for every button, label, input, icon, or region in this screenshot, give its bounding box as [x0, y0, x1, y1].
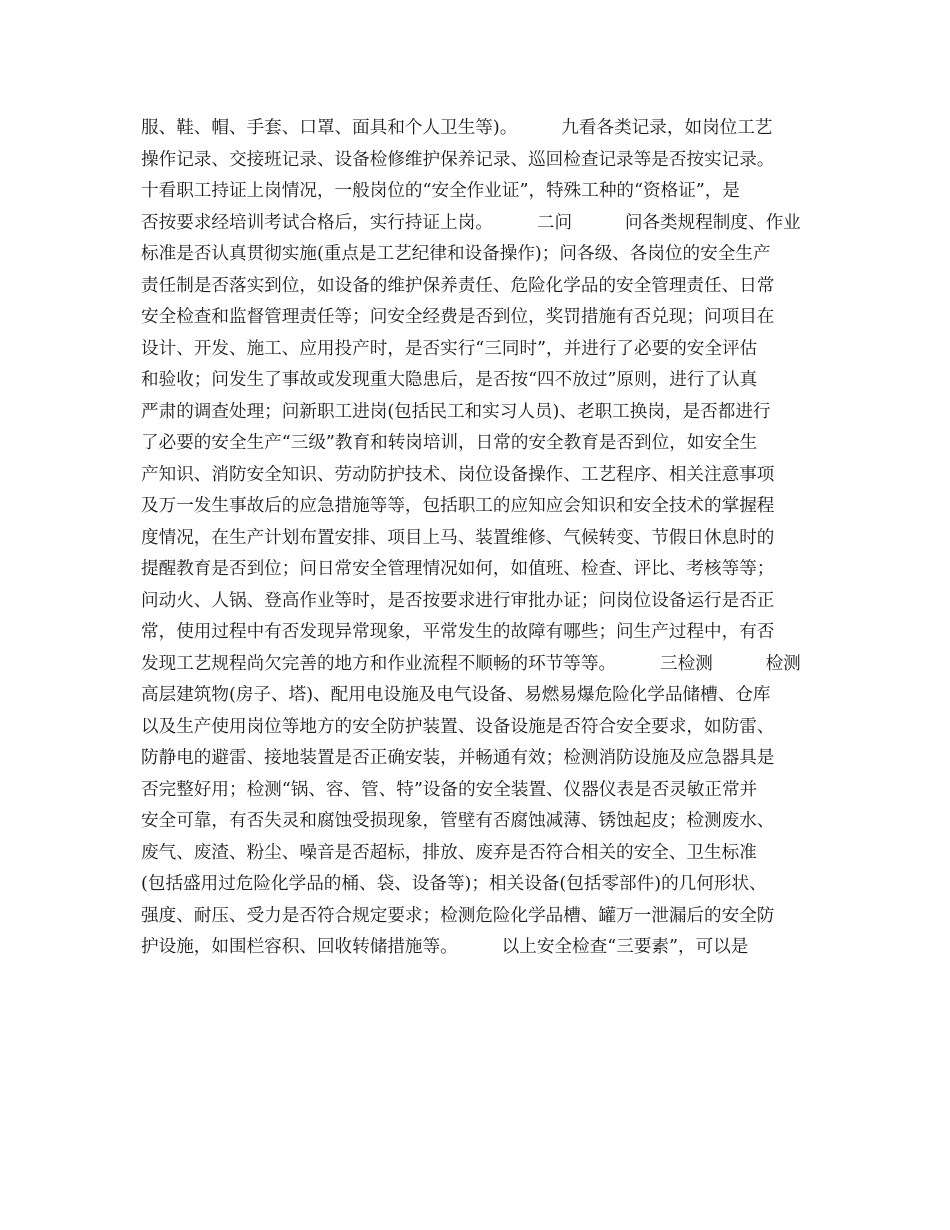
text-line: 产知识、消防安全知识、劳动防护技术、岗位设备操作、工艺程序、相关注意事项 — [141, 464, 775, 485]
text-line: 高层建筑物(房子、塔)、配用电设施及电气设备、易燃易爆危险化学品储槽、仓库 — [141, 685, 771, 705]
text-line: 十看职工持证上岗情况，一般岗位的“安全作业证”，特殊工种的“资格证”，是 — [141, 181, 740, 201]
text-line: 和验收；问发生了事故或发现重大隐患后，是否按“四不放过”原则，进行了认真 — [141, 370, 758, 390]
text-line: 否完整好用；检测“锅、容、管、特”设备的安全装置、仪器仪表是否灵敏正常并 — [141, 779, 758, 800]
text-line: 发现工艺规程尚欠完善的地方和作业流程不顺畅的环节等等。 三检测 检测 — [141, 653, 801, 674]
text-line: 以及生产使用岗位等地方的安全防护装置、设备设施是否符合安全要求，如防雷、 — [141, 716, 775, 737]
text-line: 护设施，如围栏容积、回收转储措施等。 以上安全检查“三要素”，可以是 — [141, 937, 749, 957]
body-text — [141, 113, 821, 964]
text-line: 严肃的调查处理；问新职工进岗(包括民工和实习人员)、老职工换岗，是否都进行 — [141, 401, 771, 422]
text-line: 否按要求经培训考试合格后，实行持证上岗。 二问 问各类规程制度、作业 — [141, 212, 801, 233]
text-line: 及万一发生事故后的应急措施等等，包括职工的应知应会知识和安全技术的掌握程 — [141, 496, 775, 516]
text-line: 常，使用过程中有否发现异常现象，平常发生的故障有哪些；问生产过程中，有否 — [141, 622, 775, 642]
text-line: 问动火、人锅、登高作业等时，是否按要求进行审批办证；问岗位设备运行是否正 — [141, 590, 775, 611]
text-line: 度情况，在生产计划布置安排、项目上马、装置维修、气候转变、节假日休息时的 — [141, 527, 775, 548]
text-line: 设计、开发、施工、应用投产时，是否实行“三同时”，并进行了必要的安全评估 — [141, 338, 758, 359]
text-line: 防静电的避雷、接地装置是否正确安装，并畅通有效；检测消防设施及应急器具是 — [141, 748, 775, 768]
text-line: 操作记录、交接班记录、设备检修维护保养记录、巡回检查记录等是否按实记录。 — [141, 149, 775, 170]
text-line: 责任制是否落实到位，如设备的维护保养责任、危险化学品的安全管理责任、日常 — [141, 275, 775, 296]
text-line: 服、鞋、帽、手套、口罩、面具和个人卫生等)。 九看各类记录，如岗位工艺 — [141, 118, 773, 138]
text-line: (包括盛用过危险化学品的桶、袋、设备等)；相关设备(包括零部件)的几何形状、 — [141, 874, 767, 894]
text-line: 废气、废渣、粉尘、噪音是否超标，排放、废弃是否符合相关的安全、卫生标准 — [141, 842, 757, 863]
text-line: 安全可靠，有否失灵和腐蚀受损现象，管壁有否腐蚀减薄、锈蚀起皮；检测废水、 — [141, 811, 775, 831]
text-line: 提醒教育是否到位；问日常安全管理情况如何，如值班、检查、评比、考核等等； — [141, 559, 775, 579]
text-line: 了必要的安全生产“三级”教育和转岗培训，日常的安全教育是否到位，如安全生 — [141, 433, 758, 453]
text-line: 标准是否认真贯彻实施(重点是工艺纪律和设备操作)；问各级、各岗位的安全生产 — [141, 244, 771, 264]
text-line: 安全检查和监督管理责任等；问安全经费是否到位，奖罚措施有否兑现；问项目在 — [141, 307, 775, 327]
text-line: 强度、耐压、受力是否符合规定要求；检测危险化学品槽、罐万一泄漏后的安全防 — [141, 905, 775, 926]
